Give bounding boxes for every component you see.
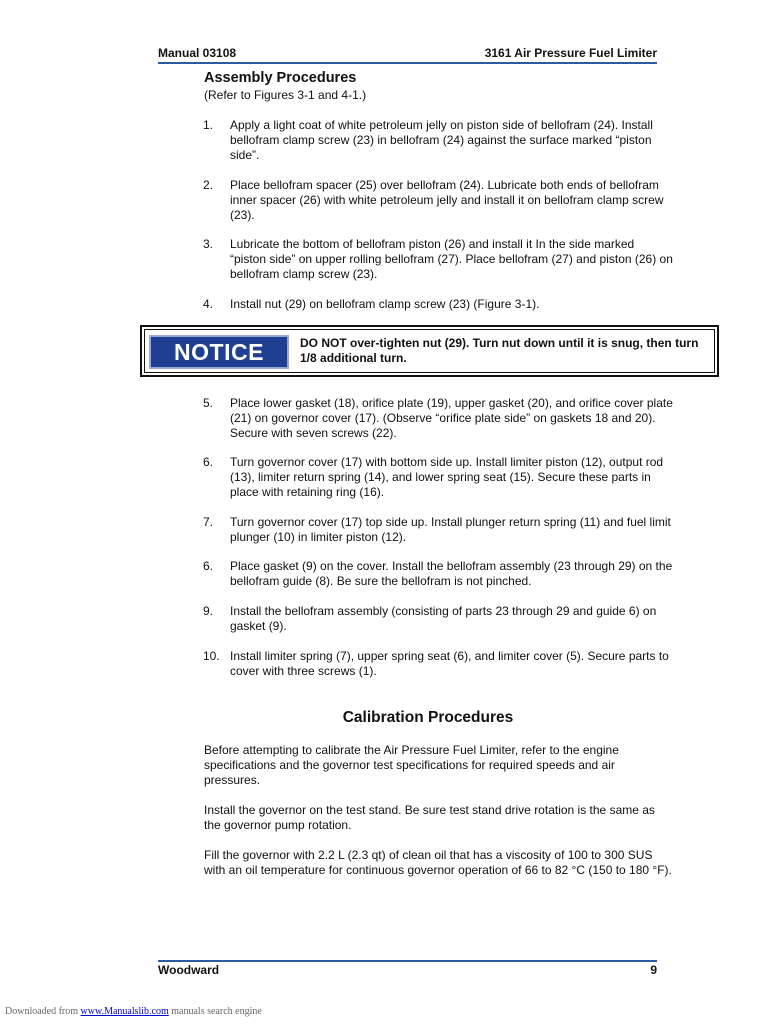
notice-text: DO NOT over-tighten nut (29). Turn nut down until it is snug, then turn 1/8 additional turn. [300,336,699,365]
step-text: Turn governor cover (17) with bottom side up. Install limiter piston (12), output rod (13), limiter return spring (14), and lower spring seat (15). Secure these parts in place with retaining ring (16). [230,455,664,499]
calibration-title: Calibration Procedures [342,709,514,726]
page-footer [158,963,657,977]
notice-box [140,325,719,377]
download-suffix: manuals search engine [168,1006,262,1017]
step-number: 5. [203,396,214,410]
header-rule [158,62,657,64]
step-text: Install nut (29) on bellofram clamp screw (23) (Figure 3-1). [230,297,540,311]
step-number: 2. [203,178,214,192]
step-number: 10. [203,649,220,663]
step-number: 9. [203,604,214,618]
step-text: Place bellofram spacer (25) over bellofram (24). Lubricate both ends of bellofram inner spacer (26) with white petroleum jelly and install it on bellofram clamp screw (23). [230,178,664,222]
step-text: Place lower gasket (18), orifice plate (19), upper gasket (20), and orifice cover plate (21) on governor cover (17). (Observe “orifice plate side” on gaskets 18 and 20). Secure with seven screws (22). [230,396,673,440]
assembly-title: Assembly Procedures [204,70,357,86]
paragraph: Install the governor on the test stand. Be sure test stand drive rotation is the same as the governor pump rotation. [204,803,655,832]
step-text: Apply a light coat of white petroleum jelly on piston side of bellofram (24). Install bellofram clamp screw (23) in bellofram (24) against the surface marked “piston side”. [230,118,653,162]
page-number: 9 [650,963,657,977]
manual-number: Manual 03108 [158,46,237,60]
list-item [203,178,673,223]
company-name: Woodward [158,963,220,977]
manualslib-link[interactable]: www.Manualslib.com [80,1006,169,1017]
list-item [203,396,673,441]
footer-rule [158,960,657,962]
document-title: 3161 Air Pressure Fuel Limiter [484,46,657,60]
list-item [203,515,673,545]
paragraph: Fill the governor with 2.2 L (2.3 qt) of clean oil that has a viscosity of 100 to 300 SUS with an oil temperature for continuous governor operation of 66 to 82 °C (150 to 180 °F). [204,848,672,877]
list-item [203,118,673,163]
list-item [203,455,673,500]
step-number: 6. [203,559,214,573]
paragraph: Before attempting to calibrate the Air Pressure Fuel Limiter, refer to the engine specifications and the governor test specifications for required speeds and air pressures. [204,743,619,787]
step-number: 7. [203,515,214,529]
figure-reference: (Refer to Figures 3-1 and 4-1.) [204,88,367,102]
step-text: Install limiter spring (7), upper spring seat (6), and limiter cover (5). Secure parts to cover with three screws (1). [230,649,669,678]
list-item [203,297,673,312]
step-text: Lubricate the bottom of bellofram piston (26) and install it In the side marked “piston side” on upper rolling bellofram (27). Place bellofram (27) and piston (26) on bellofram clamp screw (23). [230,237,673,281]
download-notice [5,1006,262,1018]
notice-label: NOTICE [149,335,289,369]
download-prefix: Downloaded from [5,1006,81,1017]
step-text: Turn governor cover (17) top side up. Install plunger return spring (11) and fuel limit plunger (10) in limiter piston (12). [230,515,671,544]
list-item [203,604,673,634]
list-item [203,649,673,679]
step-number: 3. [203,237,214,251]
step-number: 6. [203,455,214,469]
step-number: 1. [203,118,214,132]
step-text: Place gasket (9) on the cover. Install the bellofram assembly (23 through 29) on the bellofram guide (8). Be sure the bellofram is not pinched. [230,559,673,588]
list-item [203,559,673,589]
list-item [203,237,673,282]
step-text: Install the bellofram assembly (consisting of parts 23 through 29 and guide 6) on gasket (9). [230,604,657,633]
page-header [158,46,657,60]
step-number: 4. [203,297,214,311]
